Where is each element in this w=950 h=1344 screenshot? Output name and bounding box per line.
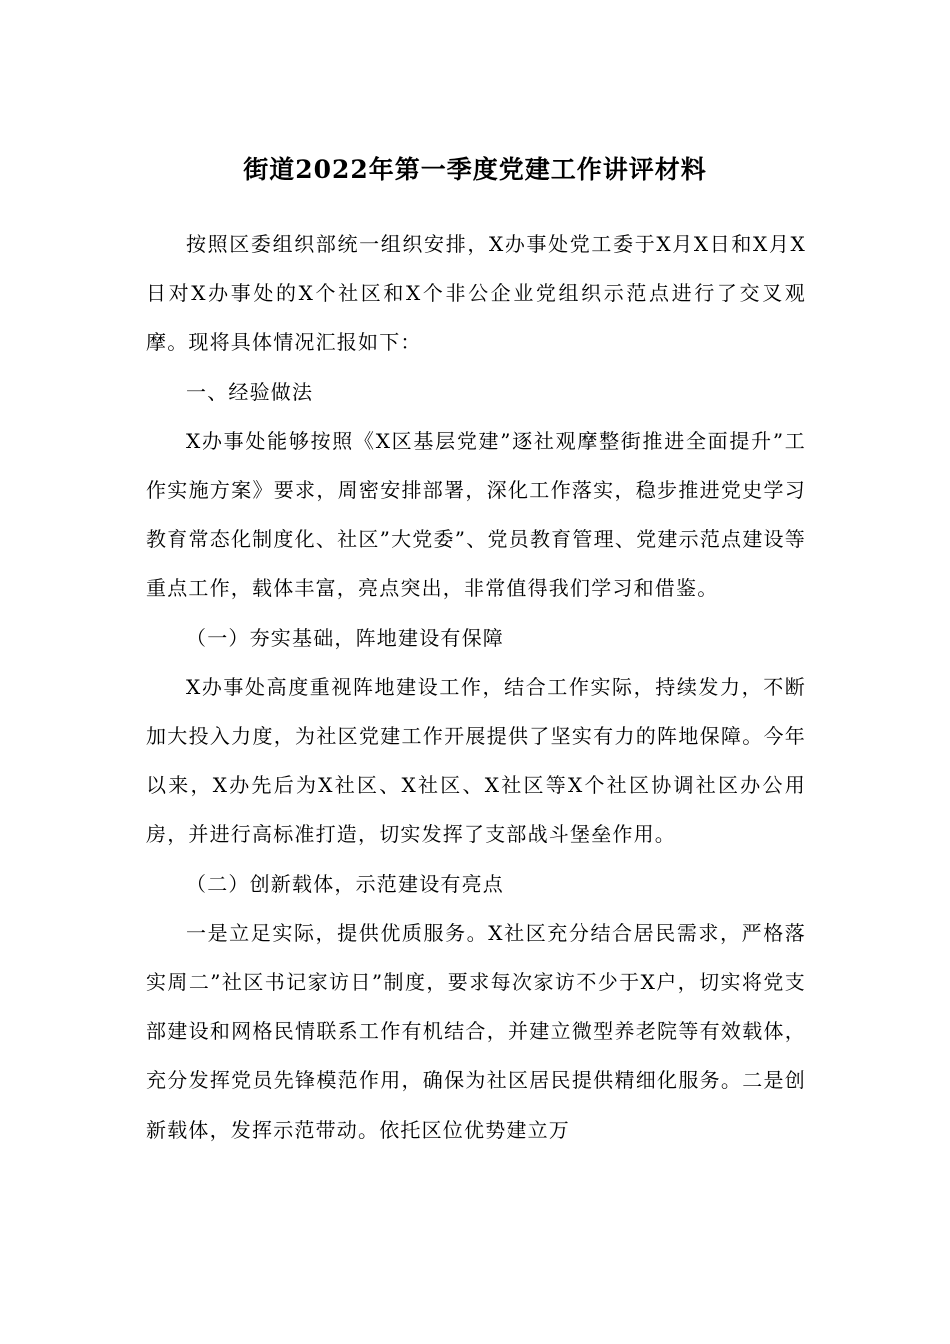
document-body bbox=[146, 220, 806, 1155]
document-title: 街道2022年第一季度党建工作讲评材料 bbox=[243, 155, 707, 184]
section-heading-experience: 一、经验做法 bbox=[186, 379, 314, 404]
innovation-paragraph: 一是立足实际，提供优质服务。X社区充分结合居民需求，严格落实周二”社区书记家访日”制度，要求每次家访不少于X户，切实将党支部建设和网格民情联系工作有机结合，并建立微型养老院等有效载体，充分发挥党员先锋模范作用，确保为社区居民提供精细化服务。二是创新载体，发挥示范带动。依托区位优势建立万 bbox=[146, 920, 806, 1142]
foundation-paragraph: X办事处高度重视阵地建设工作，结合工作实际，持续发力，不断加大投入力度，为社区党建工作开展提供了坚实有力的阵地保障。今年以来，X办先后为X社区、X社区、X社区等X个社区协调社区办公用房，并进行高标准打造，切实发挥了支部战斗堡垒作用。 bbox=[146, 674, 806, 847]
subsection-heading-foundation: （一）夯实基础，阵地建设有保障 bbox=[186, 625, 504, 650]
subsection-heading-innovation: （二）创新载体，示范建设有亮点 bbox=[186, 871, 504, 896]
experience-paragraph: X办事处能够按照《X区基层党建”逐社观摩整街推进全面提升”工作实施方案》要求，周密安排部署，深化工作落实，稳步推进党史学习教育常态化制度化、社区”大党委”、党员教育管理、党建示范点建设等重点工作，载体丰富，亮点突出，非常值得我们学习和借鉴。 bbox=[146, 428, 806, 601]
intro-paragraph: 按照区委组织部统一组织安排，X办事处党工委于X月X日和X月X日对X办事处的X个社区和X个非公企业党组织示范点进行了交叉观摩。现将具体情况汇报如下： bbox=[146, 232, 806, 355]
